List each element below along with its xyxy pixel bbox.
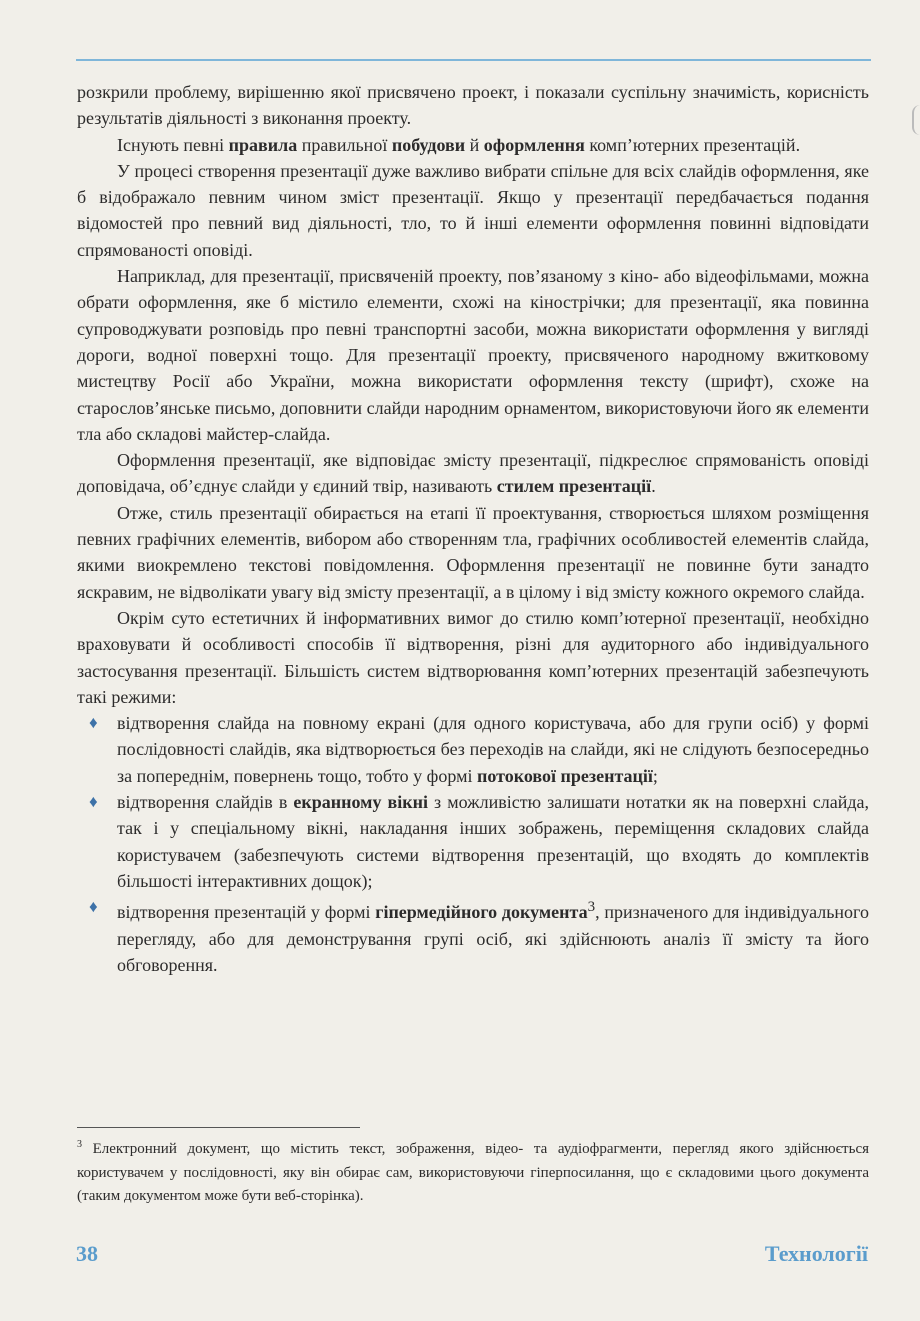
page-edge-mark xyxy=(912,105,920,135)
diamond-bullet-icon: ♦ xyxy=(89,897,98,917)
diamond-bullet-icon: ♦ xyxy=(89,713,98,733)
paragraph-rules xyxy=(77,132,869,158)
running-title: Технології xyxy=(764,1241,868,1266)
bold-term-screen-window: екранному вікні xyxy=(293,792,428,813)
bold-term-design: оформлення xyxy=(483,134,585,155)
text-run: . xyxy=(651,476,656,497)
page-number: 38 xyxy=(76,1241,98,1266)
text-run: відтворення слайда на повному екрані (для одного користувача, або для групи осіб) у формі послідовності слайдів, яка відтворюється без переходів на слайди, які не слідують безпосередньо за попереднім, повернень тощо, тобто у формі xyxy=(117,713,869,786)
text-run: Існують певні xyxy=(117,134,229,155)
text-run: комп’ютерних презентацій. xyxy=(584,134,801,155)
paragraph-example: Наприклад, для презентації, присвяченій проекту, пов’язаному з кіно- або відеофільмами, можна обрати оформлення, яке б містило елементи, схожі на кінострічки; для презентації, яка повинна супроводжувати розповідь про певні транспортні засоби, можна використати оформлення у вигляді дороги, водної поверхні тощо. Для презентації проекту, присвяченого народному вжитковому мистецтву Росії або України, можна використати оформлення тексту (шрифт), схоже на старослов’янське письмо, доповнити слайди народним орнаментом, використовуючи його як елементи тла або складові майстер-слайда. xyxy=(77,266,869,444)
text-run: й xyxy=(465,134,484,155)
footnote-ref: 3 xyxy=(587,899,596,916)
paragraph-playback-modes: Окрім суто естетичних й інформативних вимог до стилю комп’ютерної презентації, необхідно враховувати й особливості способів її відтворення, різні для аудиторного або індивідуального застосування презентації. Більшість систем відтворювання комп’ютерних презентацій забезпечують такі режими: xyxy=(77,607,869,707)
paragraph-style-creation: Отже, стиль презентації обирається на етапі її проектування, створюється шляхом розміщення певних графічних елементів, вибором або створенням тла, графічних особливостей елементів слайда, якими виокремлено текстові повідомлення. Оформлення презентації не повинне бути занадто яскравим, не відволікати увагу від змісту презентації, а в цілому і від змісту кожного окремого слайда. xyxy=(77,502,869,602)
text-run: Оформлення презентації, яке відповідає змісту презентації, підкреслює спрямованість оповіді доповідача, об’єднує слайди у єдиний твір, називають xyxy=(77,450,869,497)
text-run: ; xyxy=(652,765,658,786)
bold-term-streaming: потокової презентації xyxy=(476,765,653,786)
footnote xyxy=(77,1133,869,1209)
body-text xyxy=(77,79,869,978)
playback-modes-list xyxy=(77,710,869,978)
paragraph-continuation: розкрили проблему, вирішенню якої присвячено проект, і показали суспільну значимість, корисність результатів діяльності з виконання проекту. xyxy=(77,82,869,129)
diamond-bullet-icon: ♦ xyxy=(89,792,98,812)
text-run: правильної xyxy=(297,134,392,155)
text-run: відтворення слайдів в xyxy=(117,792,294,813)
bold-term-rules: правила xyxy=(228,134,298,155)
bold-term-hypermedia: гіпермедійного документа xyxy=(375,902,588,923)
paragraph-style-definition xyxy=(77,447,869,500)
list-item xyxy=(77,710,869,789)
list-item xyxy=(77,789,869,894)
header-rule xyxy=(76,59,871,61)
text-run: з можливістю залишати нотатки як на поверхні слайда, так і у спеціальному вікні, накладання інших зображень, переміщення складових слайда користувачем (забезпечують системи відтворення презентацій, що входять до комплектів більшості інтерактивних дощок); xyxy=(117,792,870,891)
bold-term-construction: побудови xyxy=(391,134,466,155)
footnote-text: Електронний документ, що містить текст, зображення, відео- та аудіофрагменти, перегляд якого здійснюється користувачем у послідовності, яку він обирає сам, використовуючи гіперпосилання, що є складовими цього документа (таким документом може бути веб-сторінка). xyxy=(77,1141,869,1204)
footnote-mark: 3 xyxy=(77,1139,82,1150)
text-run: , призначеного для індивідуального перегляду, або для демонстрування групі осіб, які здійснюють аналіз її змісту та його обговорення. xyxy=(117,902,869,975)
bold-term-presentation-style: стилем презентації xyxy=(496,476,652,497)
footnote-rule xyxy=(77,1127,360,1128)
text-run: відтворення презентацій у формі xyxy=(117,902,376,923)
paragraph-design-choice: У процесі створення презентації дуже важливо вибрати спільне для всіх слайдів оформлення, яке б відображало певним чином зміст презентації. Якщо у презентації передбачається подання відомостей про певний вид діяльності, тло, то й інші елементи оформлення повинні відповідати спрямованості оповіді. xyxy=(77,160,869,260)
list-item xyxy=(77,894,869,978)
